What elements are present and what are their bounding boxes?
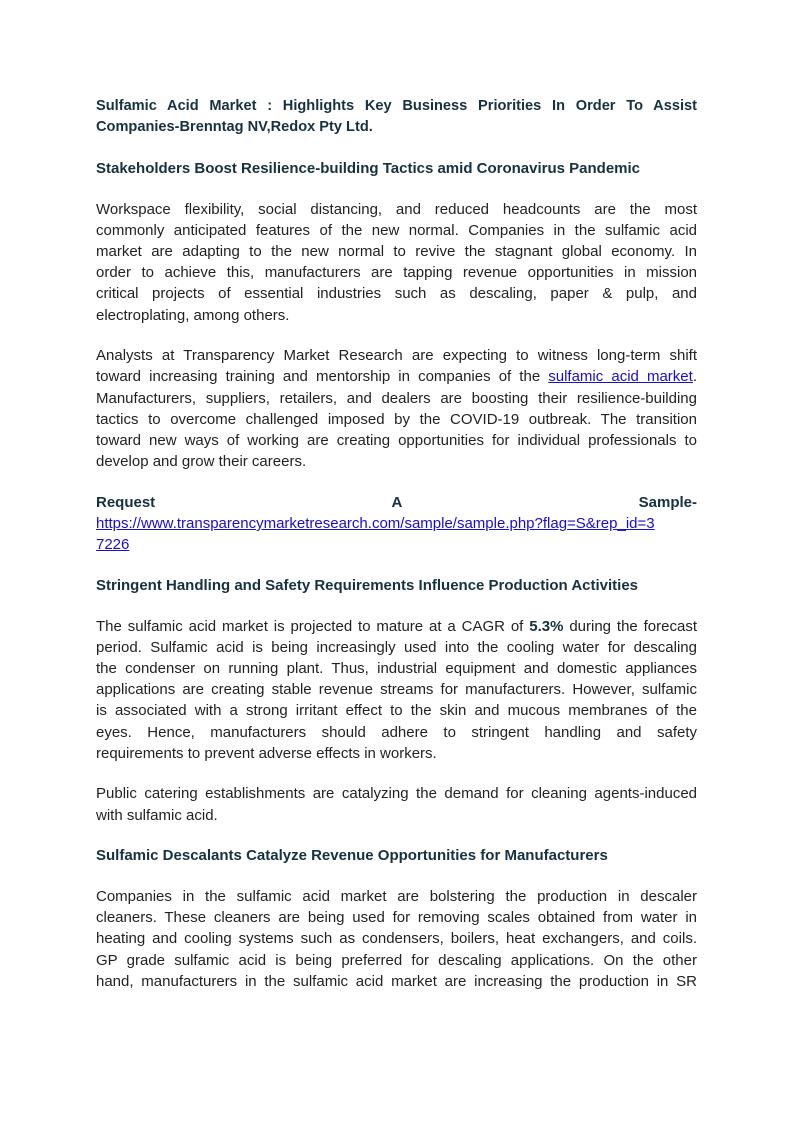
title-line: Companies-Brenntag NV,Redox Pty Ltd.: [96, 119, 373, 136]
word: A: [391, 493, 402, 511]
heading-text: Stakeholders Boost Resilience-building Tactics amid Coronavirus Pandemic: [96, 159, 641, 177]
text-segment: toward increasing training and mentorship in companies of the: [96, 368, 549, 386]
paragraph: [96, 616, 697, 764]
text-line: with sulfamic acid.: [96, 806, 218, 824]
paragraph: [96, 783, 697, 825]
section-heading: [96, 158, 697, 179]
heading-text: Stringent Handling and Safety Requirements Influence Production Activities: [96, 576, 639, 594]
text-line: applications are creating stable revenue streams for manufacturers. However, sulfamic: [96, 681, 697, 699]
word: Sample-: [638, 493, 697, 511]
text-line: cleaners. These cleaners are being used for removing scales obtained from water in: [96, 909, 697, 927]
text-line: order to achieve this, manufacturers are tapping revenue opportunities in mission: [96, 264, 697, 282]
heading-text: Sulfamic Descalants Catalyze Revenue Opportunities for Manufacturers: [96, 847, 608, 865]
text-line: requirements to prevent adverse effects in workers.: [96, 744, 437, 762]
text-line: commonly anticipated features of the new normal. Companies in the sulfamic acid: [96, 221, 697, 239]
text-line: eyes. Hence, manufacturers should adhere to stringent handling and safety: [96, 723, 697, 741]
request-sample-label: [96, 492, 697, 513]
sulfamic-acid-market-link[interactable]: sulfamic acid market: [548, 368, 693, 386]
text-line: critical projects of essential industries such as descaling, paper & pulp, and: [96, 285, 697, 303]
text-line: market are adapting to the new normal to revive the stagnant global economy. In: [96, 242, 697, 260]
document-title: [96, 96, 697, 138]
text-segment: .: [692, 368, 697, 386]
document-page: [96, 96, 697, 1011]
text-segment: during the forecast: [563, 617, 697, 635]
text-line: period. Sulfamic acid is being increasingly used into the cooling water for descaling: [96, 638, 697, 656]
text-line: electroplating, among others.: [96, 306, 290, 324]
text-line: [96, 616, 697, 637]
text-line: is associated with a strong irritant effect to the skin and mucous membranes of the: [96, 702, 697, 720]
sample-url-line: [96, 534, 697, 555]
section-heading: [96, 575, 697, 596]
text-line: Analysts at Transparency Market Research are expecting to witness long-term shift: [96, 347, 697, 365]
section-heading: [96, 845, 697, 866]
paragraph: [96, 886, 697, 992]
paragraph: [96, 199, 697, 326]
text-line: heating and cooling systems such as condensers, boilers, heat exchangers, and coils.: [96, 930, 697, 948]
text-line: hand, manufacturers in the sulfamic acid market are increasing the production in SR: [96, 972, 697, 990]
text-line: toward new ways of working are creating opportunities for individual professionals to: [96, 431, 697, 449]
text-line: GP grade sulfamic acid is being preferred for descaling applications. On the other: [96, 951, 697, 969]
cagr-value: 5.3%: [529, 617, 564, 635]
sample-url-link-cont[interactable]: 7226: [96, 536, 130, 554]
text-line: Companies in the sulfamic acid market are bolstering the production in descaler: [96, 887, 697, 905]
text-line: [96, 366, 697, 387]
title-line: Sulfamic Acid Market : Highlights Key Business Priorities In Order To Assist: [96, 98, 697, 114]
paragraph: [96, 345, 697, 472]
text-line: the condenser on running plant. Thus, industrial equipment and domestic appliances: [96, 659, 697, 677]
text-line: develop and grow their careers.: [96, 453, 307, 471]
word: Request: [96, 493, 156, 511]
text-line: tactics to overcome challenged imposed by the COVID-19 outbreak. The transition: [96, 410, 697, 428]
request-sample: [96, 492, 697, 556]
text-line: Manufacturers, suppliers, retailers, and dealers are boosting their resilience-building: [96, 389, 697, 407]
text-segment: The sulfamic acid market is projected to mature at a CAGR of: [96, 617, 530, 635]
text-line: Workspace flexibility, social distancing, and reduced headcounts are the most: [96, 200, 697, 218]
text-line: Public catering establishments are catalyzing the demand for cleaning agents-induced: [96, 785, 697, 803]
sample-url-link[interactable]: https://www.transparencymarketresearch.com/sample/sample.php?flag=S&rep_id=3: [96, 515, 655, 532]
